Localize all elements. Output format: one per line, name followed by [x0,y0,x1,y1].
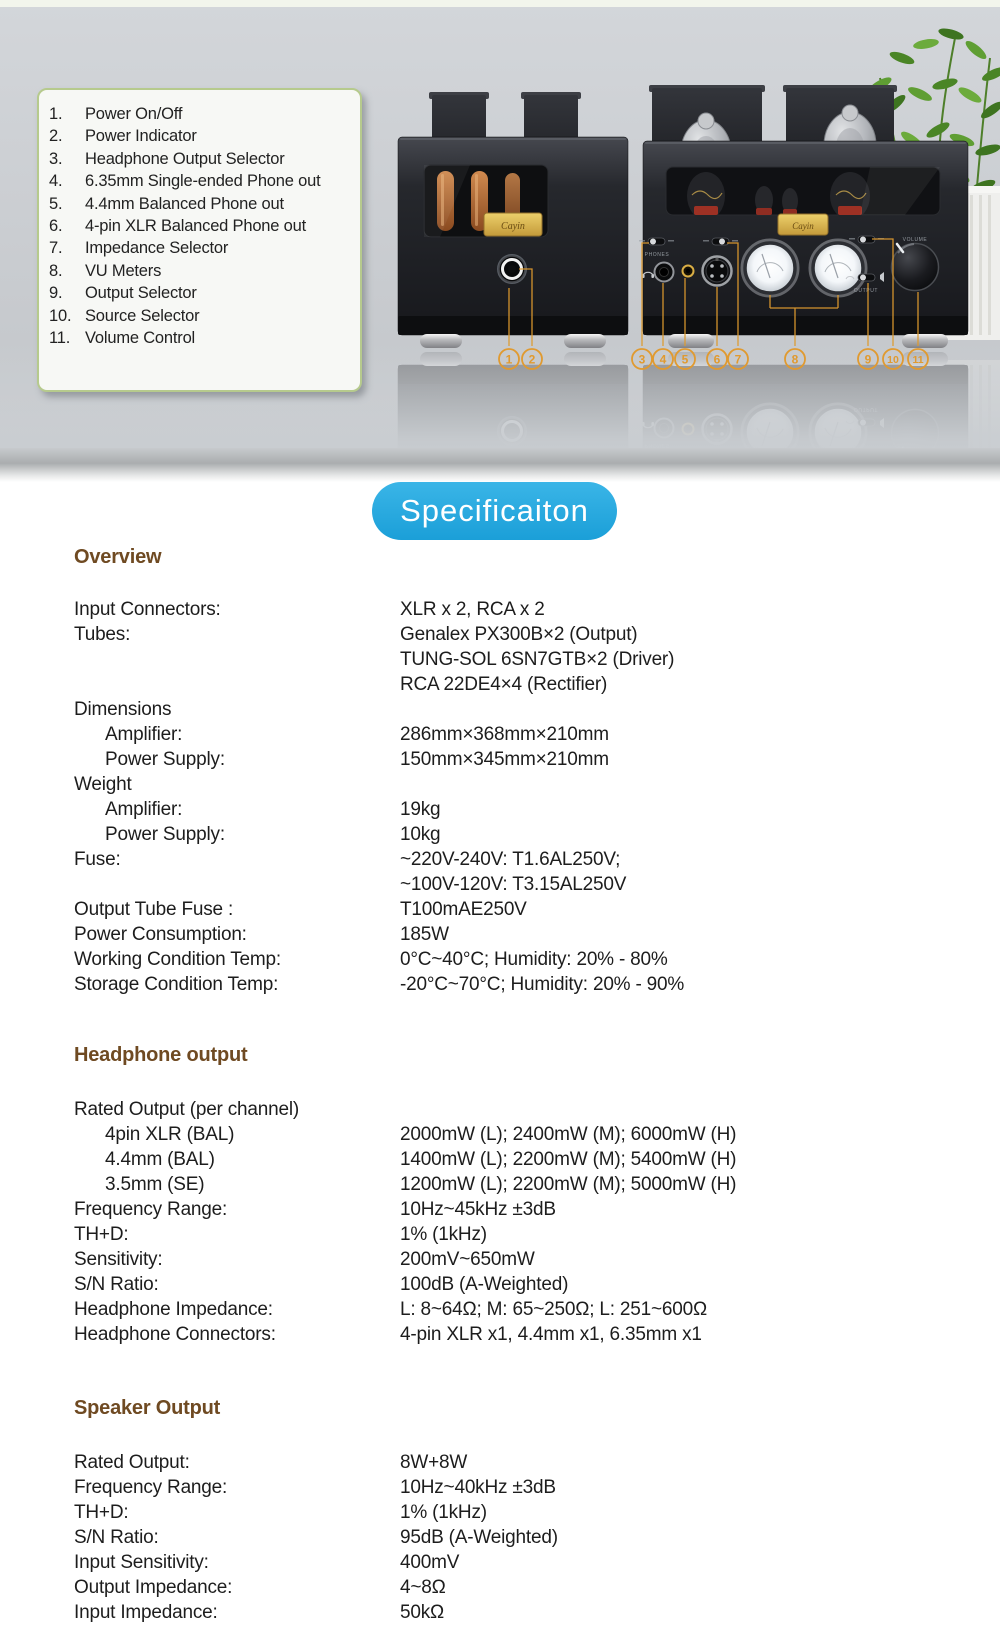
spec-value: XLR x 2, RCA x 2 [400,599,545,620]
svg-text:4: 4 [659,352,667,367]
spec-value: 0°C~40°C; Humidity: 20% - 80% [400,949,668,970]
spec-label: Amplifier: [105,724,183,745]
spec-label: Sensitivity: [74,1249,163,1270]
spec-label: 4.4mm (BAL) [105,1149,215,1170]
spec-row [74,1197,954,1222]
spec-row [74,1222,954,1247]
legend-item [49,237,352,259]
spec-value: 185W [400,924,449,945]
svg-text:11: 11 [912,353,924,366]
spec-label: Input Connectors: [74,599,221,620]
spec-label: Power Supply: [105,749,225,770]
spec-value: 50kΩ [400,1602,445,1623]
legend-item-number: 4. [49,172,63,191]
section-speaker-rows [74,1450,954,1625]
section-heading-overview: Overview [74,546,162,568]
spec-value: 4~8Ω [400,1577,446,1598]
spec-label: Tubes: [74,624,131,645]
legend-item-number: 2. [49,127,63,146]
spec-row [74,772,954,797]
spec-label: S/N Ratio: [74,1527,159,1548]
svg-text:5: 5 [681,352,689,367]
balanced-44mm-jack [683,266,694,277]
legend-item-label: 4.4mm Balanced Phone out [85,194,284,213]
spec-row [74,1272,954,1297]
legend-box [37,88,362,392]
legend-item [49,215,352,237]
specification-title: Specificaiton [372,482,617,540]
spec-value: Genalex PX300B×2 (Output) [400,624,638,645]
legend-item [49,170,352,192]
spec-row [74,622,954,647]
spec-label: Weight [74,774,132,795]
brand-plate [778,214,828,235]
spec-row [74,672,954,697]
spec-value: ~220V-240V: T1.6AL250V; [400,849,621,870]
legend-item [49,148,352,170]
spec-value: 400mV [400,1552,460,1573]
spec-value: 150mm×345mm×210mm [400,749,609,770]
spec-label: Input Sensitivity: [74,1552,209,1573]
legend-item [49,103,352,125]
section-heading-speaker-output: Speaker Output [74,1397,221,1419]
spec-row [74,1247,954,1272]
spec-row [74,1500,954,1525]
spec-label: S/N Ratio: [74,1274,159,1295]
legend-item-label: Source Selector [85,306,200,325]
spec-value: 1% (1kHz) [400,1502,487,1523]
spec-label: Headphone Impedance: [74,1299,273,1320]
spec-value: 1% (1kHz) [400,1224,487,1245]
spec-label: Dimensions [74,699,172,720]
legend-item [49,260,352,282]
spec-value: 200mV~650mW [400,1249,535,1270]
spec-value [400,697,954,722]
spec-value: 100dB (A-Weighted) [400,1274,569,1295]
legend-item-number: 11. [49,329,71,348]
spec-label [74,672,400,697]
spec-value [400,772,954,797]
spec-row [74,1172,954,1197]
output-label: OUTPUT [853,288,879,294]
legend-item-label: VU Meters [85,261,162,280]
spec-value: 19kg [400,799,441,820]
svg-text:6: 6 [713,352,721,367]
spec-row [74,697,954,722]
spec-label: 3.5mm (SE) [105,1174,205,1195]
spec-value: 8W+8W [400,1452,468,1473]
spec-row [74,722,954,747]
spec-value: RCA 22DE4×4 (Rectifier) [400,674,608,695]
right-unit-tube-window [666,167,940,220]
volume-label: VOLUME [902,237,928,243]
spec-value: 4-pin XLR x1, 4.4mm x1, 6.35mm x1 [400,1324,702,1345]
spec-value: -20°C~70°C; Humidity: 20% - 90% [400,974,685,995]
legend-item-label: Impedance Selector [85,239,229,258]
spec-label: Frequency Range: [74,1477,228,1498]
brand-plate [484,213,542,236]
spec-label: Input Impedance: [74,1602,218,1623]
svg-text:2: 2 [528,352,536,367]
spec-row [74,847,954,872]
spec-row [74,922,954,947]
spec-label: Fuse: [74,849,121,870]
spec-label: Rated Output (per channel) [74,1099,300,1120]
spec-label [74,647,400,672]
legend-item [49,193,352,215]
phones-label: PHONES [644,252,670,258]
volume-knob [892,244,939,291]
spec-row [74,822,954,847]
section-headphone-rows [74,1097,954,1347]
spec-label: TH+D: [74,1502,129,1523]
spec-row [74,1525,954,1550]
svg-text:1: 1 [505,352,513,367]
spec-value: 10Hz~45kHz ±3dB [400,1199,556,1220]
svg-text:8: 8 [791,352,799,367]
spec-value: T100mAE250V [400,899,527,920]
legend-item-number: 9. [49,284,63,303]
spec-value: 1400mW (L); 2200mW (M); 5400mW (H) [400,1149,737,1170]
spec-value [400,1097,954,1122]
spec-row [74,1322,954,1347]
legend-item [49,125,352,147]
spec-value: ~100V-120V: T3.15AL250V [400,874,627,895]
spec-value: L: 8~64Ω; M: 65~250Ω; L: 251~600Ω [400,1299,707,1320]
svg-text:7: 7 [734,352,742,367]
spec-label: Output Impedance: [74,1577,233,1598]
legend-item-label: Volume Control [85,329,196,348]
spec-row [74,797,954,822]
spec-label: Working Condition Temp: [74,949,281,970]
svg-text:9: 9 [864,352,872,367]
spec-label: Frequency Range: [74,1199,228,1220]
spec-row [74,647,954,672]
brand-logo-text: Cayin [792,221,814,231]
spec-row [74,1600,954,1625]
spec-row [74,972,954,997]
legend-item-number: 5. [49,194,63,213]
spec-label: Power Supply: [105,824,225,845]
spec-label: Power Consumption: [74,924,247,945]
legend-item-number: 7. [49,239,63,258]
spec-row [74,1147,954,1172]
spec-label: Rated Output: [74,1452,190,1473]
spec-label: TH+D: [74,1224,129,1245]
spec-value: TUNG-SOL 6SN7GTB×2 (Driver) [400,649,675,670]
legend-item-label: 4-pin XLR Balanced Phone out [85,217,306,236]
legend-item [49,282,352,304]
spec-value: 10Hz~40kHz ±3dB [400,1477,556,1498]
spec-value: 1200mW (L); 2200mW (M); 5000mW (H) [400,1174,737,1195]
legend-item [49,327,352,349]
spec-row [74,1297,954,1322]
spec-row [74,747,954,772]
legend-item-number: 3. [49,149,63,168]
legend-item-number: 10. [49,306,72,325]
spec-label [74,872,400,897]
spec-row [74,872,954,897]
legend-item-number: 6. [49,217,63,236]
spec-row [74,1550,954,1575]
legend-item-number: 1. [49,105,63,123]
svg-text:10: 10 [887,353,899,366]
spec-value: 286mm×368mm×210mm [400,724,609,745]
spec-label: Storage Condition Temp: [74,974,279,995]
legend-item-label: 6.35mm Single-ended Phone out [85,172,321,191]
spec-label: 4pin XLR (BAL) [105,1124,235,1145]
vu-meter-left [743,241,798,296]
spec-row [74,1450,954,1475]
spec-row [74,897,954,922]
spec-label: Amplifier: [105,799,183,820]
brand-logo-text: Cayin [501,221,525,232]
section-overview-rows [74,597,954,997]
spec-label: Headphone Connectors: [74,1324,276,1345]
legend-item-label: Output Selector [85,284,197,303]
legend-item-label: Power On/Off [85,105,183,123]
top-strip [0,0,1000,7]
spec-value: 10kg [400,824,441,845]
spec-row [74,947,954,972]
section-heading-headphone-output: Headphone output [74,1044,248,1066]
legend-item-label: Power Indicator [85,127,197,146]
spec-label: Output Tube Fuse : [74,899,234,920]
spec-value: 2000mW (L); 2400mW (M); 6000mW (H) [400,1124,737,1145]
xlr-connector [703,257,732,286]
spec-value: 95dB (A-Weighted) [400,1527,558,1548]
spec-row [74,597,954,622]
spec-row [74,1575,954,1600]
spec-row [74,1097,954,1122]
photo-fade-band [0,448,1000,482]
legend-item-label: Headphone Output Selector [85,149,285,168]
spec-row [74,1475,954,1500]
spec-row [74,1122,954,1147]
svg-text:3: 3 [638,352,646,367]
legend-item [49,305,352,327]
legend-item-number: 8. [49,261,63,280]
